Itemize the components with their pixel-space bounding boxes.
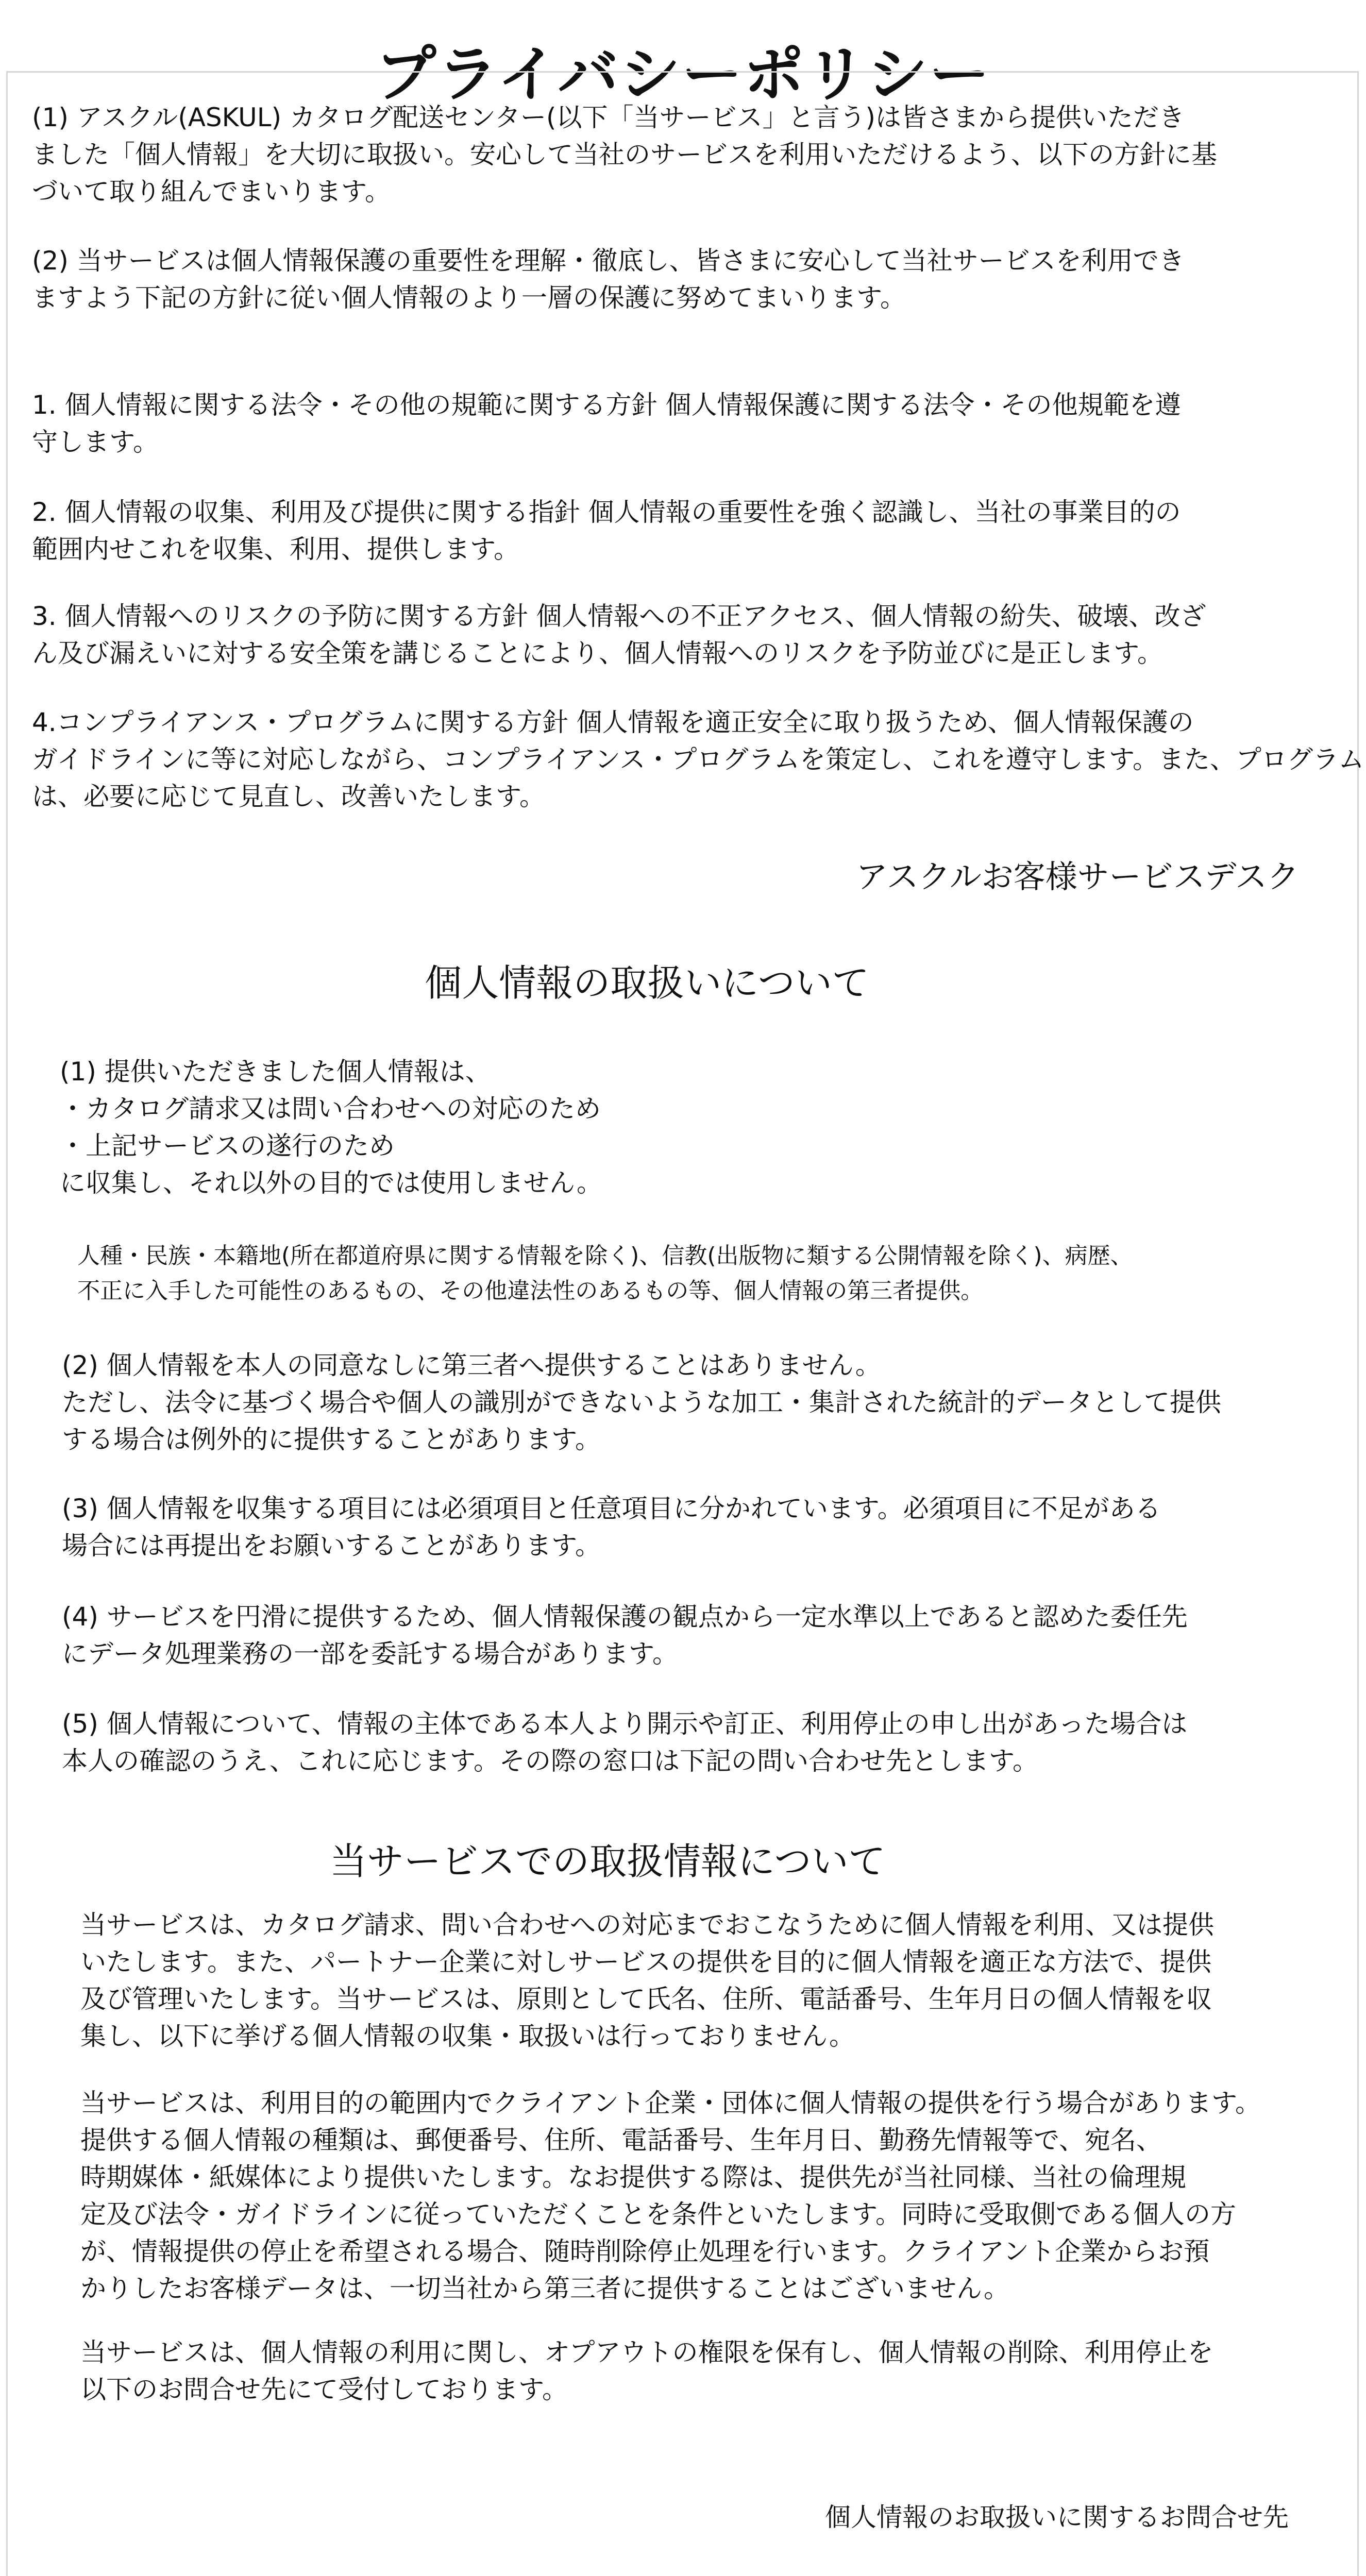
handling-item-3: (3) 個人情報を収集する項目には必須項目と任意項目に分かれています。必須項目に不足がある 場合には再提出をお願いすることがあります。 <box>62 1494 1161 1561</box>
policy-item-4: 4.コンプライアンス・プログラムに関する方針 個人情報を適正安全に取り扱うため、個人情報保護の ガイドラインに等に対応しながら、コンプライアンス・プログラムを策定し、これを遵守します。また、プログラム は、必要に応じて見直し、改善いたします。 <box>32 707 1364 811</box>
intro-paragraph-1: (1) アスクル(ASKUL) カタログ配送センター(以下「当サービス」と言う)は皆さまから提供いただき ました「個人情報」を大切に取扱い。安心して当社のサービスを利用いただけるよう、以下の方針に基 づいて取り組んでまいります。 <box>32 103 1217 207</box>
policy-item-2: 2. 個人情報の収集、利用及び提供に関する指針 個人情報の重要性を強く認識し、当社の事業目的の 範囲内せこれを収集、利用、提供します。 <box>32 497 1181 564</box>
page-title: プライバシーポリシー <box>375 39 991 110</box>
policy-item-1: 1. 個人情報に関する法令・その他の規範に関する方針 個人情報保護に関する法令・その他規範を遵 守します。 <box>32 390 1181 457</box>
signature-desk: アスクルお客様サービスデスク <box>856 858 1299 895</box>
contact-desk-name <box>846 2573 1289 2576</box>
handling-item-1: (1) 提供いただきました個人情報は、 ・カタログ請求又は問い合わせへの対応のため ・上記サービスの遂行のため に収集し、それ以外の目的では使用しません。 <box>60 1057 602 1198</box>
policy-item-3: 3. 個人情報へのリスクの予防に関する方針 個人情報への不正アクセス、個人情報の紛失、破壊、改ざ ん及び漏えいに対する安全策を講じることにより、個人情報へのリスクを予防並びに是正します。 <box>32 601 1206 668</box>
handling-item-4: (4) サービスを円滑に提供するため、個人情報保護の観点から一定水準以上であると認めた委任先 にデータ処理業務の一部を委託する場合があります。 <box>62 1602 1188 1669</box>
contact-label: 個人情報のお取扱いに関するお問合せ先 <box>825 2502 1289 2532</box>
handling-note: 人種・民族・本籍地(所在都道府県に関する情報を除く)、信教(出版物に類する公開情報を除く)、病歴、 不正に入手した可能性のあるもの、その他違法性のあるもの等、個人情報の第三者提供。 <box>77 1243 1133 1304</box>
service-info-heading: 当サービスでの取扱情報について <box>330 1840 886 1883</box>
intro-paragraph-2: (2) 当サービスは個人情報保護の重要性を理解・徹底し、皆さまに安心して当社サービスを利用でき ますよう下記の方針に従い個人情報のより一層の保護に努めてまいります。 <box>32 246 1185 313</box>
handling-item-2: (2) 個人情報を本人の同意なしに第三者へ提供することはありません。 ただし、法令に基づく場合や個人の識別ができないような加工・集計された統計的データとして提供 する場合は例外的に提供することがあります。 <box>62 1350 1221 1454</box>
handling-item-5: (5) 個人情報について、情報の主体である本人より開示や訂正、利用停止の申し出があった場合は 本人の確認のうえ、これに応じます。その際の窓口は下記の問い合わせ先とします。 <box>62 1709 1188 1776</box>
service-info-paragraph-2: 当サービスは、利用目的の範囲内でクライアント企業・団体に個人情報の提供を行う場合があります。 提供する個人情報の種類は、郵便番号、住所、電話番号、生年月日、勤務先情報等で、宛名、 時期媒体・紙媒体により提供いたします。なお提供する際は、提供先が当社同様、当社の倫理規 定及び法令・ガイドラインに従っていただくことを条件といたします。同時に受取側である個人の方 が、情報提供の停止を希望される場合、随時削除停止処理を行います。クライアント企業からお預 かりしたお客様データは、一切当社から第三者に提供することはございません。 <box>80 2088 1261 2303</box>
service-info-paragraph-1: 当サービスは、カタログ請求、問い合わせへの対応までおこなうために個人情報を利用、又は提供 いたします。また、パートナー企業に対しサービスの提供を目的に個人情報を適正な方法で、提供 及び管理いたします。当サービスは、原則として氏名、住所、電話番号、生年月日の個人情報を収 集し、以下に挙げる個人情報の収集・取扱いは行っておりません。 <box>80 1910 1214 2051</box>
handling-heading: 個人情報の取扱いについて <box>425 961 869 1005</box>
service-info-paragraph-3: 当サービスは、個人情報の利用に関し、オプアウトの権限を保有し、個人情報の削除、利用停止を 以下のお問合せ先にて受付しております。 <box>80 2337 1213 2404</box>
